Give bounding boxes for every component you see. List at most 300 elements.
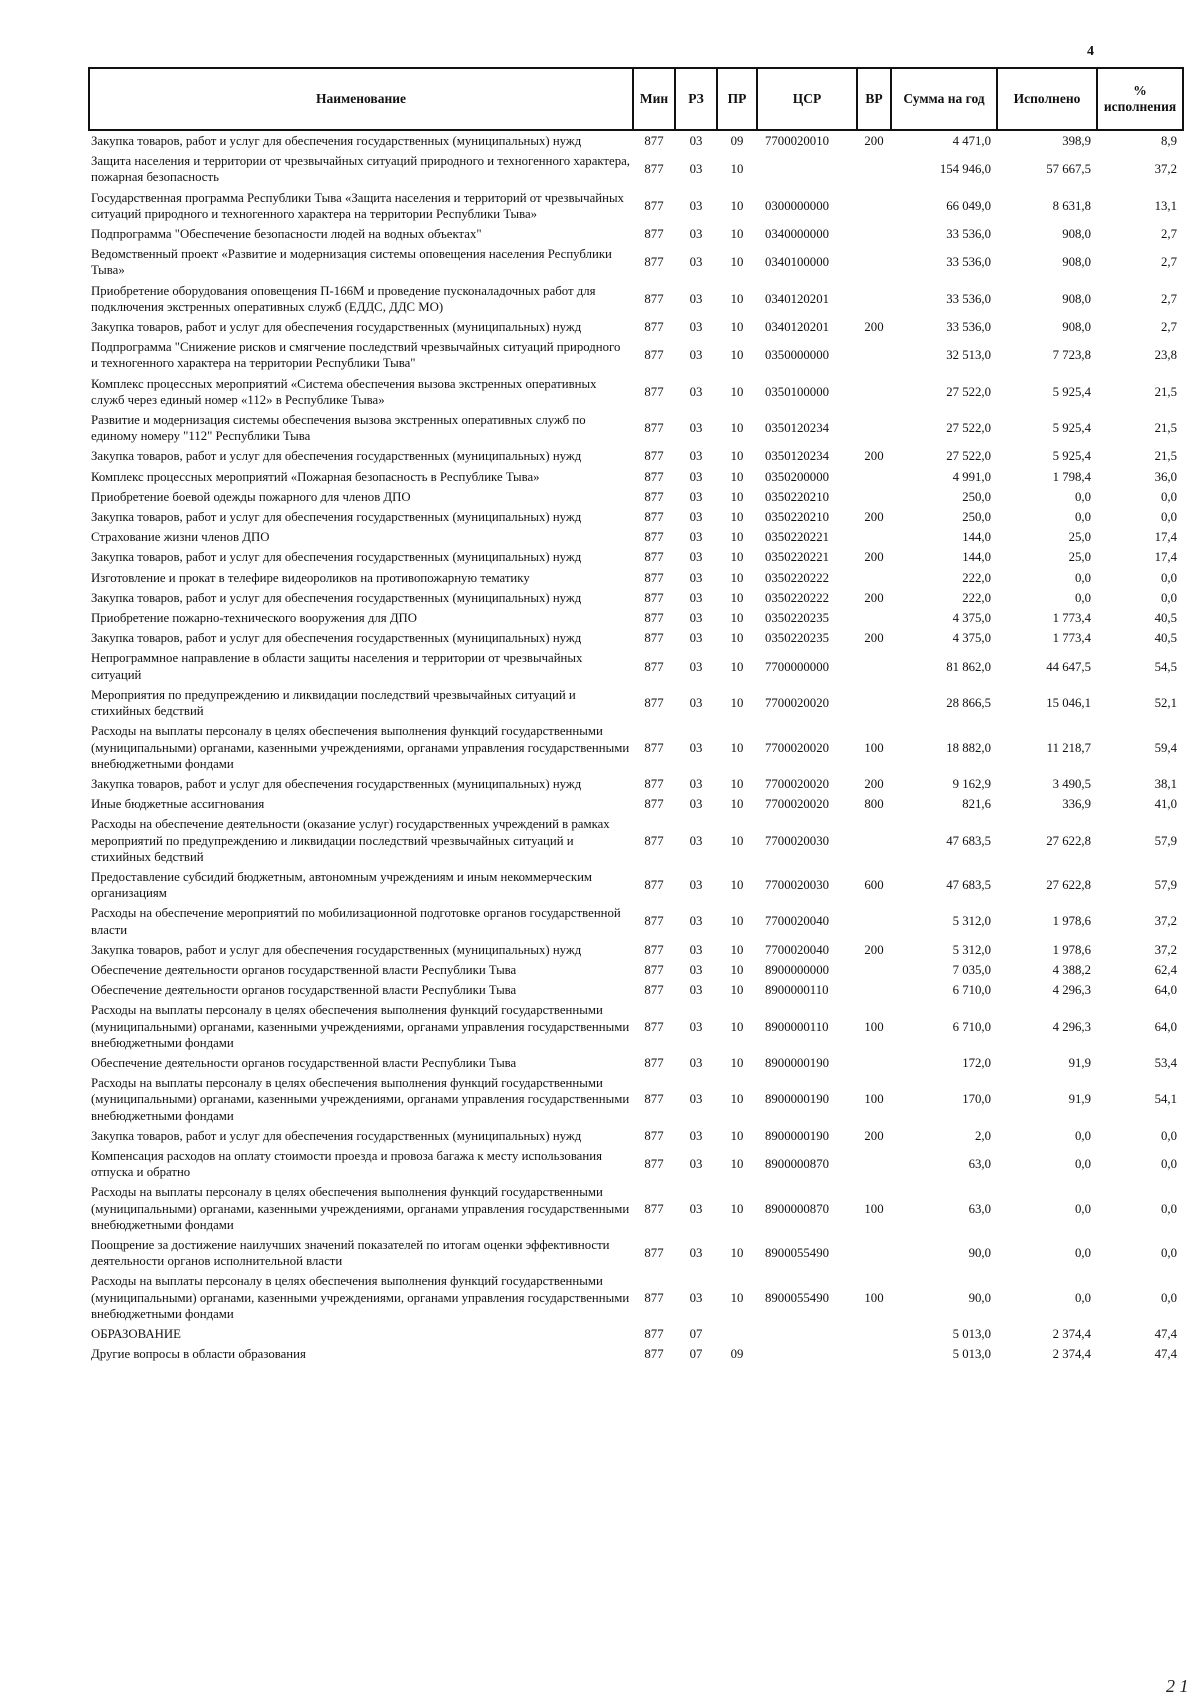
row-done: 0,0: [1075, 590, 1091, 605]
row-sum: 33 536,0: [946, 255, 991, 270]
row-pr: 10: [730, 227, 744, 242]
row-sum: 63,0: [968, 1157, 991, 1172]
row-min: 877: [644, 550, 664, 565]
row-rz: 03: [689, 611, 703, 626]
row-pr: 10: [730, 1128, 744, 1143]
row-pr: 10: [730, 659, 744, 674]
row-pr: 10: [730, 590, 744, 605]
row-sum: 5 312,0: [952, 914, 991, 929]
row-pr: [717, 1324, 757, 1344]
row-pct: 0,0: [1161, 1246, 1177, 1261]
row-name: Поощрение за достижение наилучших значений показателей по итогам оценки эффективности деятельности органов исполнительной власти: [91, 1237, 610, 1269]
row-pr: 10: [730, 384, 744, 399]
row-vr: 200: [864, 320, 884, 335]
row-pct: 54,1: [1154, 1092, 1177, 1107]
row-csr: 8900000190: [765, 1128, 829, 1143]
row-min: 877: [644, 983, 664, 998]
row-done: 25,0: [1068, 530, 1091, 545]
row-min: 877: [644, 776, 664, 791]
row-pct: 62,4: [1154, 962, 1177, 977]
row-done: 0,0: [1075, 1157, 1091, 1172]
table-body: [89, 130, 1183, 1364]
table-row: [89, 1324, 1183, 1344]
row-pr: 10: [730, 550, 744, 565]
row-rz: 03: [689, 421, 703, 436]
header-min: Мин: [633, 68, 675, 130]
row-pct: 37,2: [1154, 942, 1177, 957]
row-done: 0,0: [1075, 510, 1091, 525]
row-name: Обеспечение деятельности органов государственной власти Республики Тыва: [91, 962, 517, 977]
row-pct: 2,7: [1161, 227, 1177, 242]
row-name: Закупка товаров, работ и услуг для обеспечения государственных (муниципальных) нужд: [91, 942, 582, 957]
row-pct: 21,5: [1154, 421, 1177, 436]
row-min: 877: [644, 348, 664, 363]
row-sum: 172,0: [962, 1055, 991, 1070]
table-row: [89, 317, 1183, 337]
header-sum: Сумма на год: [891, 68, 997, 130]
row-name: Непрограммное направление в области защиты населения и территории от чрезвычайных ситуаций: [91, 651, 583, 682]
table-row: [89, 151, 1183, 187]
row-pr: 10: [730, 914, 744, 929]
row-min: 877: [644, 162, 664, 177]
row-pr: 10: [730, 962, 744, 977]
row-vr: 200: [864, 449, 884, 464]
row-rz: 03: [689, 695, 703, 710]
row-pct: 36,0: [1154, 469, 1177, 484]
row-vr: 200: [864, 134, 884, 148]
row-done: 91,9: [1068, 1055, 1091, 1070]
row-sum: 9 162,9: [952, 776, 991, 791]
row-sum: 250,0: [962, 489, 991, 504]
table-row: [89, 446, 1183, 466]
row-pct: 0,0: [1161, 590, 1177, 605]
row-pr: 10: [730, 1290, 744, 1305]
row-vr: 200: [864, 776, 884, 791]
row-rz: 03: [689, 489, 703, 504]
table-row: [89, 1271, 1183, 1324]
row-csr: [757, 1324, 857, 1344]
row-min: 877: [644, 878, 664, 893]
row-done: 1 773,4: [1052, 611, 1091, 626]
row-csr: 0340120201: [765, 291, 829, 306]
row-pr: 10: [730, 489, 744, 504]
row-rz: 03: [689, 1246, 703, 1261]
row-pct: 0,0: [1161, 1290, 1177, 1305]
row-sum: 27 522,0: [946, 384, 991, 399]
row-name: Расходы на выплаты персоналу в целях обеспечения выполнения функций государственными (муниципальными) органами, казенными учреждениями, органами управления государственными внебюджетными фондами: [91, 1076, 630, 1123]
row-min: 877: [644, 1201, 664, 1216]
row-min: 877: [644, 570, 664, 585]
row-csr: 0350220235: [765, 631, 829, 646]
row-rz: 03: [689, 659, 703, 674]
row-pr: 10: [730, 320, 744, 335]
row-csr: 8900000190: [765, 1055, 829, 1070]
row-pct: 2,7: [1161, 255, 1177, 270]
row-vr: [857, 685, 891, 721]
table-row: [89, 487, 1183, 507]
row-pct: 13,1: [1154, 198, 1177, 213]
row-done: 398,9: [1062, 134, 1091, 148]
row-min: 877: [644, 134, 664, 148]
row-name: Обеспечение деятельности органов государственной власти Республики Тыва: [91, 983, 517, 998]
row-vr: [857, 1344, 891, 1364]
row-name: Развитие и модернизация системы обеспечения вызова экстренных оперативных служб по единому номеру "112" Республики Тыва: [91, 413, 586, 444]
row-sum: 18 882,0: [946, 740, 991, 755]
row-done: 7 723,8: [1052, 348, 1091, 363]
row-csr: 7700020030: [765, 878, 829, 893]
row-min: 877: [644, 1327, 664, 1341]
row-csr: 8900055490: [765, 1246, 829, 1261]
row-min: 877: [644, 611, 664, 626]
row-rz: 03: [689, 740, 703, 755]
row-name: Приобретение боевой одежды пожарного для членов ДПО: [91, 489, 411, 504]
row-name: Подпрограмма "Снижение рисков и смягчение последствий чрезвычайных ситуаций природного и техногенного характера на территории Республики Тыва": [91, 340, 621, 371]
row-pct: 64,0: [1154, 1019, 1177, 1034]
table-row: [89, 547, 1183, 567]
row-pct: 21,5: [1154, 384, 1177, 399]
table-row: [89, 1053, 1183, 1073]
row-min: 877: [644, 695, 664, 710]
row-csr: 7700020020: [765, 797, 829, 812]
row-sum: 170,0: [962, 1092, 991, 1107]
table-row: [89, 721, 1183, 774]
row-name: Страхование жизни членов ДПО: [91, 530, 270, 545]
row-csr: 0350120234: [765, 449, 829, 464]
row-vr: [857, 960, 891, 980]
row-vr: [857, 224, 891, 244]
row-vr: [857, 151, 891, 187]
row-pct: 37,2: [1154, 162, 1177, 177]
row-sum: 27 522,0: [946, 449, 991, 464]
row-sum: 6 710,0: [952, 1019, 991, 1034]
row-done: 1 773,4: [1052, 631, 1091, 646]
row-name: Закупка товаров, работ и услуг для обеспечения государственных (муниципальных) нужд: [91, 510, 582, 525]
row-sum: 32 513,0: [946, 348, 991, 363]
row-csr: 8900000870: [765, 1201, 829, 1216]
row-min: 877: [644, 1347, 664, 1362]
row-vr: [857, 980, 891, 1000]
row-csr: 7700020020: [765, 776, 829, 791]
row-pr: 10: [730, 631, 744, 646]
row-sum: 90,0: [968, 1246, 991, 1261]
row-pct: 59,4: [1154, 740, 1177, 755]
row-pr: 10: [730, 1055, 744, 1070]
row-name: Предоставление субсидий бюджетным, автономным учреждениям и иным некоммерческим организациям: [91, 869, 593, 901]
row-min: 877: [644, 590, 664, 605]
corner-mark: 2 1: [1166, 1676, 1189, 1696]
row-csr: 8900000110: [765, 983, 829, 998]
table-row: [89, 588, 1183, 608]
row-pct: 57,9: [1154, 833, 1177, 848]
row-rz: 03: [689, 469, 703, 484]
table-row: [89, 814, 1183, 867]
row-pct: 8,9: [1161, 134, 1177, 148]
row-csr: 0350220235: [765, 611, 829, 626]
table-row: [89, 1000, 1183, 1053]
row-sum: 2,0: [975, 1128, 991, 1143]
row-sum: 4 375,0: [952, 631, 991, 646]
row-vr: [857, 487, 891, 507]
row-vr: 200: [864, 1128, 884, 1143]
row-pr: 10: [730, 942, 744, 957]
row-done: 908,0: [1062, 320, 1091, 335]
row-csr: 8900000190: [765, 1092, 829, 1107]
row-pct: 23,8: [1154, 348, 1177, 363]
budget-table: [88, 67, 1184, 1364]
row-pct: 2,7: [1161, 320, 1177, 335]
row-sum: 144,0: [962, 550, 991, 565]
row-vr: 100: [864, 1201, 884, 1216]
row-done: 2 374,4: [1052, 1347, 1091, 1362]
row-sum: 4 471,0: [952, 134, 991, 148]
row-rz: 03: [689, 590, 703, 605]
row-pct: 0,0: [1161, 489, 1177, 504]
row-sum: 4 375,0: [952, 611, 991, 626]
row-csr: [757, 1344, 857, 1364]
row-name: Расходы на обеспечение деятельности (оказание услуг) государственных учреждений в рамках мероприятий по предупреждению и ликвидации последствий чрезвычайных ситуаций и стихийных бедствий: [91, 817, 610, 864]
header-done: Исполнено: [997, 68, 1097, 130]
row-csr: [757, 151, 857, 187]
row-pct: 40,5: [1154, 611, 1177, 626]
row-name: Расходы на выплаты персоналу в целях обеспечения выполнения функций государственными (муниципальными) органами, казенными учреждениями, органами управления государственными внебюджетными фондами: [91, 724, 630, 771]
row-done: 4 296,3: [1052, 1019, 1091, 1034]
row-csr: 0350220222: [765, 570, 829, 585]
table-row: [89, 1126, 1183, 1146]
row-sum: 81 862,0: [946, 659, 991, 674]
row-name: Расходы на выплаты персоналу в целях обеспечения выполнения функций государственными (муниципальными) органами, казенными учреждениями, органами управления государственными внебюджетными фондами: [91, 1274, 630, 1321]
row-vr: 200: [864, 510, 884, 525]
row-min: 877: [644, 384, 664, 399]
row-sum: 47 683,5: [946, 878, 991, 893]
row-min: 877: [644, 255, 664, 270]
row-pct: 47,4: [1154, 1347, 1177, 1362]
row-min: 877: [644, 291, 664, 306]
row-done: 4 296,3: [1052, 983, 1091, 998]
table-row: [89, 527, 1183, 547]
row-min: 877: [644, 1019, 664, 1034]
row-done: 27 622,8: [1046, 833, 1091, 848]
row-sum: 821,6: [962, 797, 991, 812]
row-min: 877: [644, 449, 664, 464]
row-sum: 33 536,0: [946, 320, 991, 335]
row-done: 8 631,8: [1052, 198, 1091, 213]
row-pr: 10: [730, 611, 744, 626]
row-rz: 03: [689, 878, 703, 893]
row-pr: 10: [730, 469, 744, 484]
row-min: 877: [644, 1128, 664, 1143]
row-pr: 10: [730, 833, 744, 848]
table-row: [89, 188, 1183, 224]
row-done: 0,0: [1075, 1128, 1091, 1143]
row-rz: 03: [689, 983, 703, 998]
row-vr: [857, 608, 891, 628]
row-pr: 10: [730, 510, 744, 525]
table-row: [89, 794, 1183, 814]
row-vr: 800: [864, 797, 884, 812]
row-pr: 09: [730, 1347, 744, 1362]
row-pr: 10: [730, 530, 744, 545]
row-rz: 03: [689, 291, 703, 306]
row-csr: 0350000000: [765, 348, 829, 363]
row-rz: 03: [689, 510, 703, 525]
table-row: [89, 1344, 1183, 1364]
row-sum: 144,0: [962, 530, 991, 545]
row-pr: 10: [730, 421, 744, 436]
row-name: Компенсация расходов на оплату стоимости проезда и провоза багажа к месту использования отпуска и обратно: [91, 1148, 602, 1180]
row-csr: 0350120234: [765, 421, 829, 436]
table-row: [89, 410, 1183, 446]
row-sum: 33 536,0: [946, 291, 991, 306]
row-csr: 8900000110: [765, 1019, 829, 1034]
table-row: [89, 980, 1183, 1000]
row-pr: 10: [730, 776, 744, 791]
row-name: Закупка товаров, работ и услуг для обеспечения государственных (муниципальных) нужд: [91, 320, 582, 335]
row-rz: 03: [689, 631, 703, 646]
row-done: 11 218,7: [1046, 740, 1091, 755]
row-vr: 100: [864, 1092, 884, 1107]
row-pct: 0,0: [1161, 1201, 1177, 1216]
row-vr: 100: [864, 740, 884, 755]
table-row: [89, 281, 1183, 317]
row-pr: 10: [730, 291, 744, 306]
row-done: 1 978,6: [1052, 942, 1091, 957]
row-vr: [857, 374, 891, 410]
header-pct: % исполнения: [1097, 68, 1183, 130]
row-csr: 7700000000: [765, 659, 829, 674]
row-min: 877: [644, 469, 664, 484]
row-sum: 154 946,0: [939, 162, 991, 177]
row-vr: [857, 903, 891, 939]
row-csr: 8900000870: [765, 1157, 829, 1172]
row-rz: 03: [689, 1019, 703, 1034]
row-pr: 10: [730, 449, 744, 464]
row-rz: 03: [689, 797, 703, 812]
table-row: [89, 903, 1183, 939]
row-pct: 53,4: [1154, 1055, 1177, 1070]
row-min: 877: [644, 227, 664, 242]
row-vr: 200: [864, 550, 884, 565]
row-rz: 03: [689, 1055, 703, 1070]
row-vr: [857, 1235, 891, 1271]
row-rz: 07: [689, 1347, 703, 1362]
table-row: [89, 1182, 1183, 1235]
row-vr: [857, 337, 891, 373]
table-row: [89, 224, 1183, 244]
row-csr: 0350220222: [765, 590, 829, 605]
row-pct: 0,0: [1161, 1128, 1177, 1143]
row-vr: [857, 814, 891, 867]
row-pct: 38,1: [1154, 776, 1177, 791]
row-rz: 03: [689, 162, 703, 177]
row-rz: 03: [689, 1201, 703, 1216]
row-rz: 03: [689, 942, 703, 957]
row-rz: 03: [689, 833, 703, 848]
row-sum: 5 013,0: [952, 1327, 991, 1341]
row-name: ОБРАЗОВАНИЕ: [91, 1327, 181, 1341]
row-rz: 03: [689, 449, 703, 464]
row-rz: 03: [689, 198, 703, 213]
row-done: 5 925,4: [1052, 421, 1091, 436]
table-row: [89, 244, 1183, 280]
row-pct: 41,0: [1154, 797, 1177, 812]
row-name: Закупка товаров, работ и услуг для обеспечения государственных (муниципальных) нужд: [91, 590, 582, 605]
row-pr: 10: [730, 878, 744, 893]
row-pct: 0,0: [1161, 1157, 1177, 1172]
row-pr: 10: [730, 198, 744, 213]
row-min: 877: [644, 1092, 664, 1107]
row-rz: 03: [689, 962, 703, 977]
row-sum: 33 536,0: [946, 227, 991, 242]
row-min: 877: [644, 942, 664, 957]
row-name: Подпрограмма "Обеспечение безопасности людей на водных объектах": [91, 227, 482, 242]
row-sum: 7 035,0: [952, 962, 991, 977]
row-name: Закупка товаров, работ и услуг для обеспечения государственных (муниципальных) нужд: [91, 449, 582, 464]
table-row: [89, 130, 1183, 151]
row-min: 877: [644, 833, 664, 848]
row-rz: 03: [689, 1157, 703, 1172]
row-done: 91,9: [1068, 1092, 1091, 1107]
row-rz: 03: [689, 530, 703, 545]
row-rz: 03: [689, 348, 703, 363]
row-name: Другие вопросы в области образования: [91, 1347, 306, 1362]
page-number: 4: [1087, 44, 1094, 59]
row-min: 877: [644, 320, 664, 335]
row-done: 2 374,4: [1052, 1327, 1091, 1341]
row-done: 908,0: [1062, 291, 1091, 306]
row-vr: [857, 1053, 891, 1073]
row-name: Закупка товаров, работ и услуг для обеспечения государственных (муниципальных) нужд: [91, 776, 582, 791]
row-vr: [857, 1324, 891, 1344]
row-pr: 10: [730, 1201, 744, 1216]
row-pct: 47,4: [1154, 1327, 1177, 1341]
row-rz: 07: [689, 1327, 703, 1341]
header-rz: РЗ: [675, 68, 717, 130]
row-rz: 03: [689, 320, 703, 335]
row-name: Приобретение пожарно-технического вооружения для ДПО: [91, 611, 418, 626]
row-csr: 0340100000: [765, 255, 829, 270]
row-rz: 03: [689, 570, 703, 585]
header-csr: ЦСР: [757, 68, 857, 130]
row-done: 0,0: [1075, 570, 1091, 585]
table-header: [89, 68, 1183, 130]
header-vr: ВР: [857, 68, 891, 130]
row-min: 877: [644, 962, 664, 977]
row-sum: 222,0: [962, 590, 991, 605]
row-done: 0,0: [1075, 1290, 1091, 1305]
row-csr: 0350220221: [765, 530, 829, 545]
row-pr: 10: [730, 740, 744, 755]
row-done: 1 978,6: [1052, 914, 1091, 929]
row-pr: 10: [730, 797, 744, 812]
row-rz: 03: [689, 1128, 703, 1143]
row-pr: 10: [730, 695, 744, 710]
header-pr: ПР: [717, 68, 757, 130]
row-pct: 64,0: [1154, 983, 1177, 998]
row-rz: 03: [689, 776, 703, 791]
row-pct: 40,5: [1154, 631, 1177, 646]
row-sum: 250,0: [962, 510, 991, 525]
row-min: 877: [644, 914, 664, 929]
row-sum: 63,0: [968, 1201, 991, 1216]
row-done: 5 925,4: [1052, 449, 1091, 464]
row-done: 4 388,2: [1052, 962, 1091, 977]
row-name: Изготовление и прокат в телефире видеороликов на противопожарную тематику: [91, 570, 530, 585]
table-row: [89, 1073, 1183, 1126]
row-done: 25,0: [1068, 550, 1091, 565]
row-rz: 03: [689, 227, 703, 242]
row-name: Расходы на обеспечение мероприятий по мобилизационной подготовке органов государственной власти: [91, 906, 621, 937]
row-min: 877: [644, 1246, 664, 1261]
